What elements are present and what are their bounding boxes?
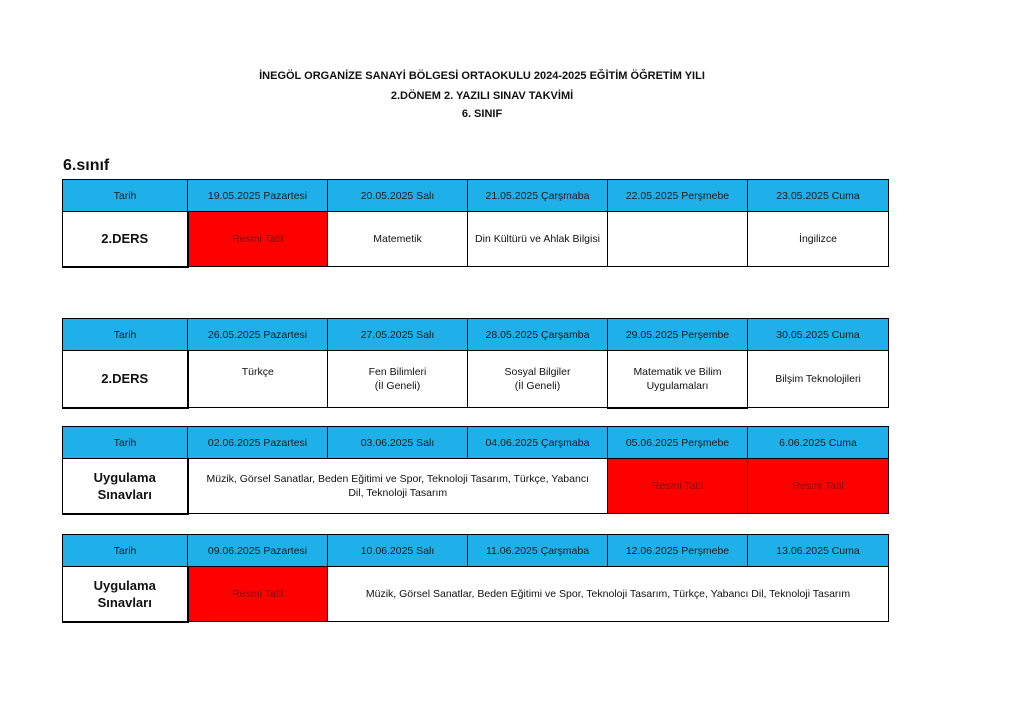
- exam-cell: Din Kültürü ve Ahlak Bilgisi: [468, 212, 608, 267]
- exam-table-week-4: [62, 534, 889, 623]
- row-label: 2.DERS: [63, 212, 188, 267]
- exam-row: [63, 459, 889, 514]
- holiday-cell: Resmi Tatil: [188, 212, 328, 267]
- exam-row: [63, 212, 889, 267]
- date-label: Tarih: [63, 427, 188, 459]
- date-cell: 6.06.2025 Cuma: [748, 427, 889, 459]
- holiday-cell: Resmi Tatil: [608, 459, 748, 514]
- exam-calendar-title: 2.DÖNEM 2. YAZILI SINAV TAKVİMİ: [390, 90, 574, 102]
- practical-exams-line: Müzik, Görsel Sanatlar, Beden Eğitimi ve Spor, Teknoloji Tasarım, Türkçe, Yabancı: [206, 473, 589, 485]
- row-label-line: Sınavları: [97, 594, 152, 610]
- row-label: [63, 567, 188, 622]
- exam-row: [63, 567, 889, 622]
- row-label: [63, 459, 188, 514]
- exam-table-week-3: [62, 426, 889, 515]
- exam-row: [63, 351, 889, 408]
- exam-name: Sosyal Bilgiler: [504, 366, 571, 378]
- exam-cell: [608, 212, 748, 267]
- exam-note: Uygulamaları: [646, 379, 709, 392]
- date-cell: 20.05.2025 Salı: [328, 180, 468, 212]
- date-row: [63, 427, 889, 459]
- date-row: [63, 180, 889, 212]
- date-cell: 29.05.2025 Perşembe: [608, 319, 748, 351]
- exam-name: Matematik ve Bilim: [633, 365, 722, 378]
- date-cell: 11.06.2025 Çarşmaba: [468, 535, 608, 567]
- row-label-line: Uygulama: [93, 577, 156, 593]
- date-row: [63, 319, 889, 351]
- date-cell: 02.06.2025 Pazartesi: [188, 427, 328, 459]
- row-label-line: Sınavları: [97, 486, 152, 502]
- grade-title: 6. SINIF: [461, 108, 503, 120]
- row-label-line: Uygulama: [93, 469, 156, 485]
- date-cell: 04.06.2025 Çarşmaba: [468, 427, 608, 459]
- date-cell: 27.05.2025 Salı: [328, 319, 468, 351]
- exam-cell: [468, 351, 608, 408]
- exam-table-week-2: [62, 318, 889, 409]
- holiday-cell: Resmi Tatil: [748, 459, 889, 514]
- date-cell: 28.05.2025 Çarşamba: [468, 319, 608, 351]
- exam-note: (İl Geneli): [374, 380, 421, 392]
- date-cell: 03.06.2025 Salı: [328, 427, 468, 459]
- date-cell: 05.06.2025 Perşmebe: [608, 427, 748, 459]
- exam-cell: Türkçe: [188, 351, 328, 408]
- date-cell: 12.06.2025 Perşmebe: [608, 535, 748, 567]
- exam-cell: Matemetik: [328, 212, 468, 267]
- row-label: 2.DERS: [63, 351, 188, 408]
- practical-exams-line: Dil, Teknoloji Tasarım: [348, 487, 448, 499]
- exam-table-week-1: [62, 179, 889, 268]
- date-label: Tarih: [63, 319, 188, 351]
- date-cell: 21.05.2025 Çarşmaba: [468, 180, 608, 212]
- exam-note: (İl Geneli): [514, 380, 561, 392]
- date-row: [63, 535, 889, 567]
- date-cell: 23.05.2025 Cuma: [748, 180, 889, 212]
- exam-cell: [608, 351, 748, 408]
- date-cell: 26.05.2025 Pazartesi: [188, 319, 328, 351]
- school-title: İNEGÖL ORGANİZE SANAYİ BÖLGESİ ORTAOKULU 2024-2025 EĞİTİM ÖĞRETİM YILI: [259, 70, 705, 82]
- exam-cell: Bilşim Teknolojileri: [748, 351, 889, 408]
- date-cell: 10.06.2025 Salı: [328, 535, 468, 567]
- date-cell: 09.06.2025 Pazartesi: [188, 535, 328, 567]
- date-cell: 13.06.2025 Cuma: [748, 535, 889, 567]
- exam-name: Fen Bilimleri: [368, 366, 427, 378]
- date-cell: 22.05.2025 Perşmebe: [608, 180, 748, 212]
- exam-cell: İngilizce: [748, 212, 889, 267]
- date-cell: 30.05.2025 Cuma: [748, 319, 889, 351]
- holiday-cell: Resmi Tatil: [188, 567, 328, 622]
- section-title: 6.sınıf: [63, 157, 110, 174]
- date-label: Tarih: [63, 535, 188, 567]
- date-label: Tarih: [63, 180, 188, 212]
- practical-exams-cell: [188, 459, 608, 514]
- exam-cell: [328, 351, 468, 408]
- practical-exams-cell: Müzik, Görsel Sanatlar, Beden Eğitimi ve Spor, Teknoloji Tasarım, Türkçe, Yabancı Dil, Teknoloji Tasarım: [328, 567, 889, 622]
- date-cell: 19.05.2025 Pazartesi: [188, 180, 328, 212]
